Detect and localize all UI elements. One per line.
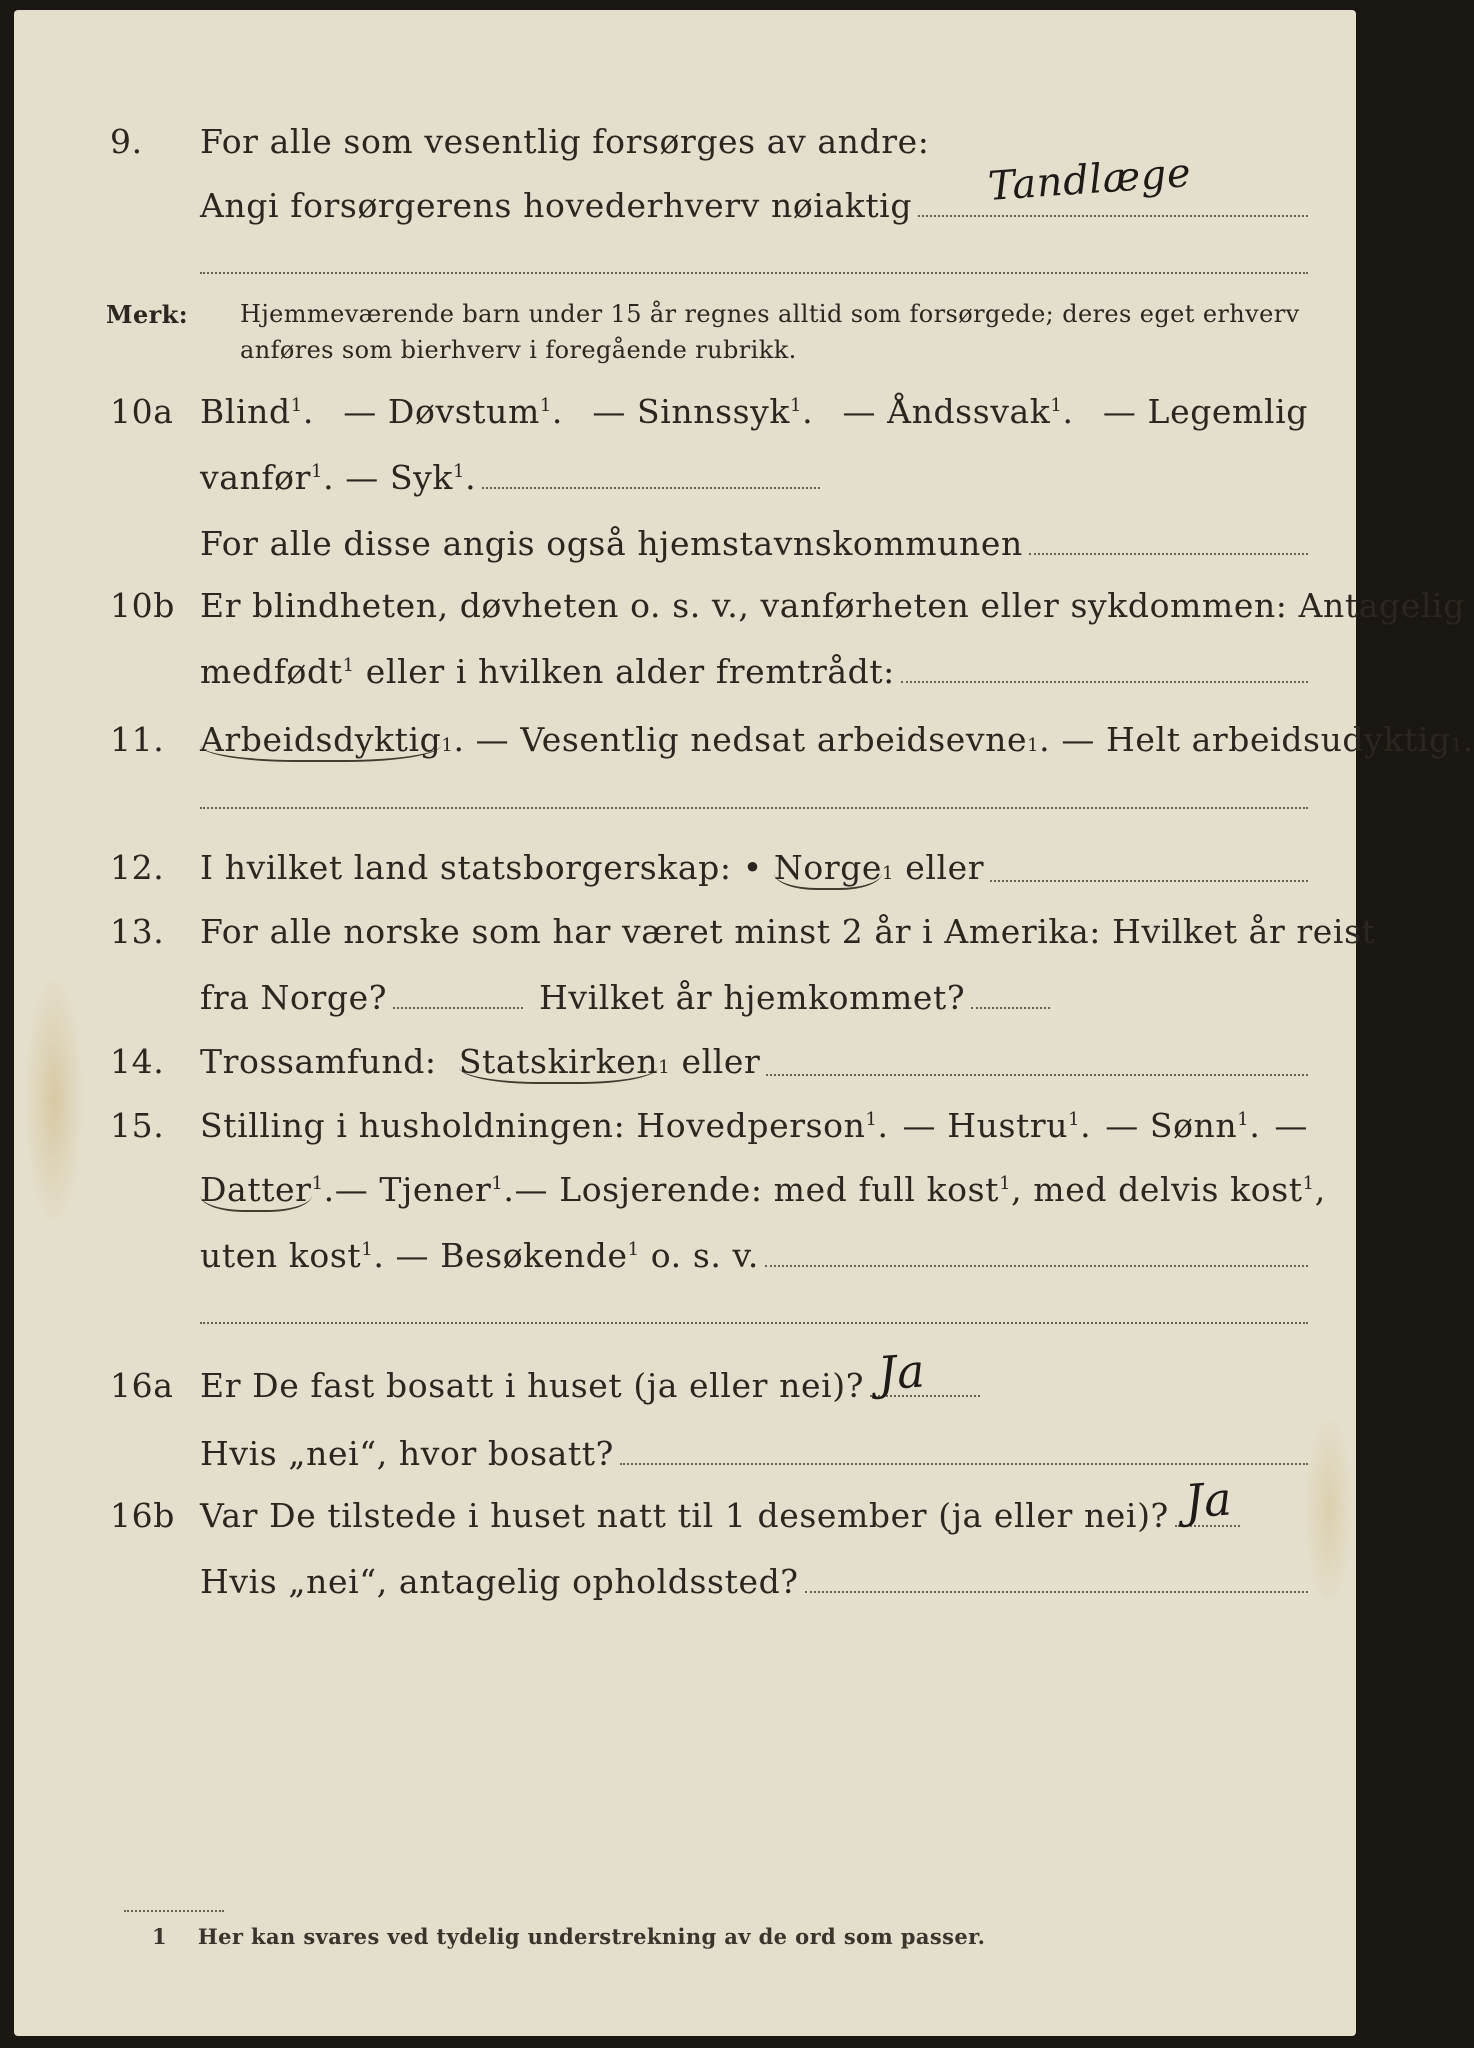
question-number: 13. [110,912,165,951]
question-text: I hvilket land statsborgerskap: • Norge 1 eller [200,848,1308,890]
question-number: 11. [110,720,165,759]
question-text: Trossamfund: Statskirken 1 eller [200,1042,1308,1084]
underlined-option: Norge [774,848,882,890]
paper-stain [24,970,84,1230]
question-number: 10b [110,586,175,625]
note-text: anføres som bierhverv i foregående rubrikk. [240,336,797,364]
question-number: 10a [110,392,174,431]
footnote-rule [124,1910,224,1912]
question-number: 16a [110,1366,174,1405]
paper-stain [1304,1410,1354,1610]
answer-line[interactable] [482,487,820,489]
note-label: Merk: [106,300,188,329]
answer-line[interactable] [805,1591,1308,1593]
underlined-option: Datter [200,1170,312,1212]
answer-line[interactable] [870,1343,980,1401]
question-number: 9. [110,122,143,161]
footnote [152,1924,985,1949]
answer-line[interactable] [200,807,1308,809]
answer-line[interactable] [1029,553,1308,555]
question-text: Hvis „nei“, antagelig opholdssted? [200,1562,1308,1601]
question-text: For alle disse angis også hjemstavnskommunen [200,524,1308,563]
question-text: Arbeidsdyktig 1 . — Vesentlig nedsat arbeidsevne 1 . — Helt arbeidsudyktig 1 . [200,720,1308,762]
answer-line[interactable] [393,1007,523,1009]
question-text: For alle norske som har været minst 2 år i Amerika: Hvilket år reist [200,912,1376,951]
answer-line[interactable] [901,681,1308,683]
handwritten-answer: Tandlæge [986,149,1193,211]
question-text: Blind$^1$. — Døvstum$^1$. — Sinnssyk$^1$. — Åndssvak$^1$. — Legemlig [200,392,1308,431]
question-text: Er blindheten, døvheten o. s. v., vanførheten eller sykdommen: Antagelig [200,586,1465,625]
census-form-page [14,10,1474,2036]
answer-line[interactable] [1175,1471,1240,1529]
handwritten-answer: Ja [1183,1471,1234,1529]
question-text: uten kost$^1$. — Besøkende$^1$ o. s. v. [200,1236,1308,1275]
underlined-option: Arbeidsdyktig [200,720,441,762]
underlined-option: Statskirken [459,1042,658,1084]
answer-line[interactable] [918,149,1308,217]
question-number: 15. [110,1106,165,1145]
question-text: fra Norge? Hvilket år hjemkommet? [200,978,1050,1017]
question-text: Var De tilstede i huset natt til 1 desember (ja eller nei)? Ja [200,1496,1240,1535]
question-text: Hvis „nei“, hvor bosatt? [200,1434,1308,1473]
question-number: 16b [110,1496,175,1535]
answer-line[interactable] [971,1007,1050,1009]
question-text: Stilling i husholdningen: Hovedperson$^1$. — Hustru$^1$. — Sønn$^1$. — [200,1106,1308,1145]
handwritten-answer: Ja [876,1343,927,1401]
question-text: Er De fast bosatt i huset (ja eller nei)? Ja [200,1366,980,1405]
answer-line[interactable] [620,1463,1308,1465]
question-number: 14. [110,1042,165,1081]
answer-line[interactable] [990,880,1308,882]
question-number: 12. [110,848,165,887]
question-text: For alle som vesentlig forsørges av andre: [200,122,930,161]
answer-line[interactable] [766,1074,1308,1076]
answer-line[interactable] [765,1265,1308,1267]
answer-line[interactable] [200,1322,1308,1324]
question-text: Angi forsørgerens hovederhverv nøiaktig Tandlæge [200,186,1308,225]
answer-line[interactable] [200,272,1308,274]
question-text: medfødt$^1$ eller i hvilken alder fremtrådt: [200,652,1308,691]
question-text: Datter$^1$. — Tjener$^1$. — Losjerende: med full kost$^1$, med delvis kost$^1$, [200,1170,1308,1209]
footnote-mark: 1 [152,1924,168,1949]
question-text: vanfør$^1$. — Syk$^1$. [200,458,820,497]
footnote-text: Her kan svares ved tydelig understrekning av de ord som passer. [197,1924,986,1949]
note-text: Hjemmeværende barn under 15 år regnes alltid som forsørgede; deres eget erhverv [240,300,1300,328]
